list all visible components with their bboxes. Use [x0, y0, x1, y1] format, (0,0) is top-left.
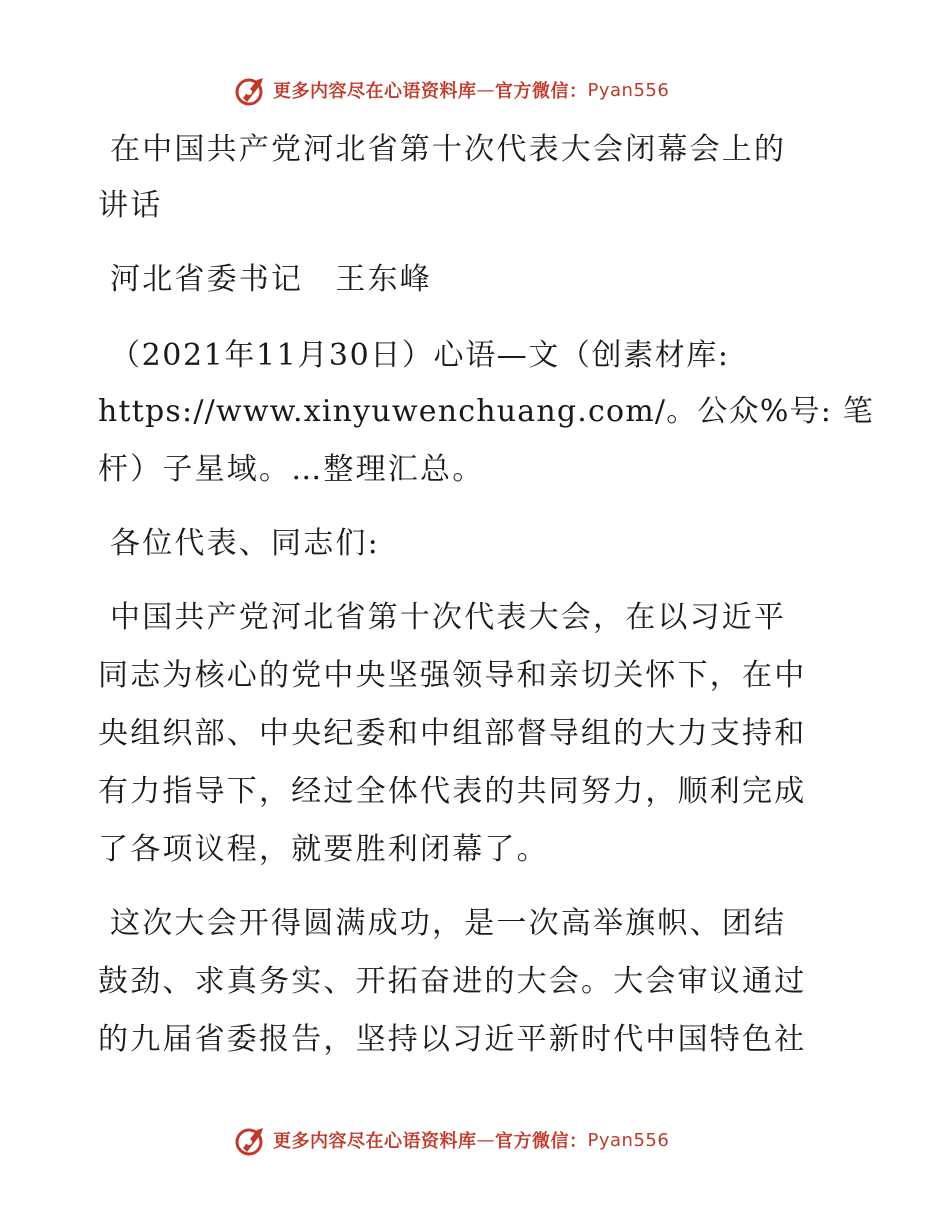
paragraph-1-line: 央组织部、中央纪委和中组部督导组的大力支持和 — [98, 716, 807, 751]
document-date-line-3: 杆）子星域。…整理汇总。 — [98, 452, 485, 487]
paragraph-2-line: 的九届省委报告，坚持以习近平新时代中国特色社 — [98, 1022, 807, 1057]
paragraph-2-line: 鼓劲、求真务实、开拓奋进的大会。大会审议通过 — [98, 964, 807, 999]
document-date-line-2: https://www.xinyuwenchuang.com/。公众%号: 笔 — [98, 394, 874, 429]
pen-nib-logo-icon — [233, 72, 269, 108]
pen-nib-logo-icon — [233, 1122, 269, 1158]
document-greeting: 各位代表、同志们: — [110, 526, 380, 561]
banner-wechat-id: Pyan556 — [587, 79, 670, 101]
document-title-line-1: 在中国共产党河北省第十次代表大会闭幕会上的 — [110, 132, 787, 167]
paragraph-1-line: 有力指导下，经过全体代表的共同努力，顺利完成 — [98, 774, 807, 809]
banner-wechat-id: Pyan556 — [587, 1129, 670, 1151]
document-date-line-1: （2021年11月30日）心语—文（创素材库: — [110, 338, 730, 373]
document-author: 河北省委书记 王东峰 — [110, 262, 432, 297]
banner-wechat-label: 官方微信： — [495, 81, 588, 102]
header-banner — [233, 72, 669, 108]
paragraph-2-line: 这次大会开得圆满成功，是一次高举旗帜、团结 — [110, 906, 787, 941]
banner-main-text: 更多内容尽在心语资料库 — [273, 1131, 477, 1152]
document-title-line-2: 讲话 — [98, 188, 163, 223]
banner-dash: — — [476, 1129, 495, 1151]
paragraph-1-line: 同志为核心的党中央坚强领导和亲切关怀下，在中 — [98, 658, 807, 693]
banner-wechat-label: 官方微信： — [495, 1131, 588, 1152]
paragraph-1-line: 中国共产党河北省第十次代表大会，在以习近平 — [110, 600, 787, 635]
paragraph-1-line: 了各项议程，就要胜利闭幕了。 — [98, 832, 549, 867]
banner-main-text: 更多内容尽在心语资料库 — [273, 81, 477, 102]
banner-dash: — — [476, 79, 495, 101]
footer-banner — [233, 1122, 669, 1158]
